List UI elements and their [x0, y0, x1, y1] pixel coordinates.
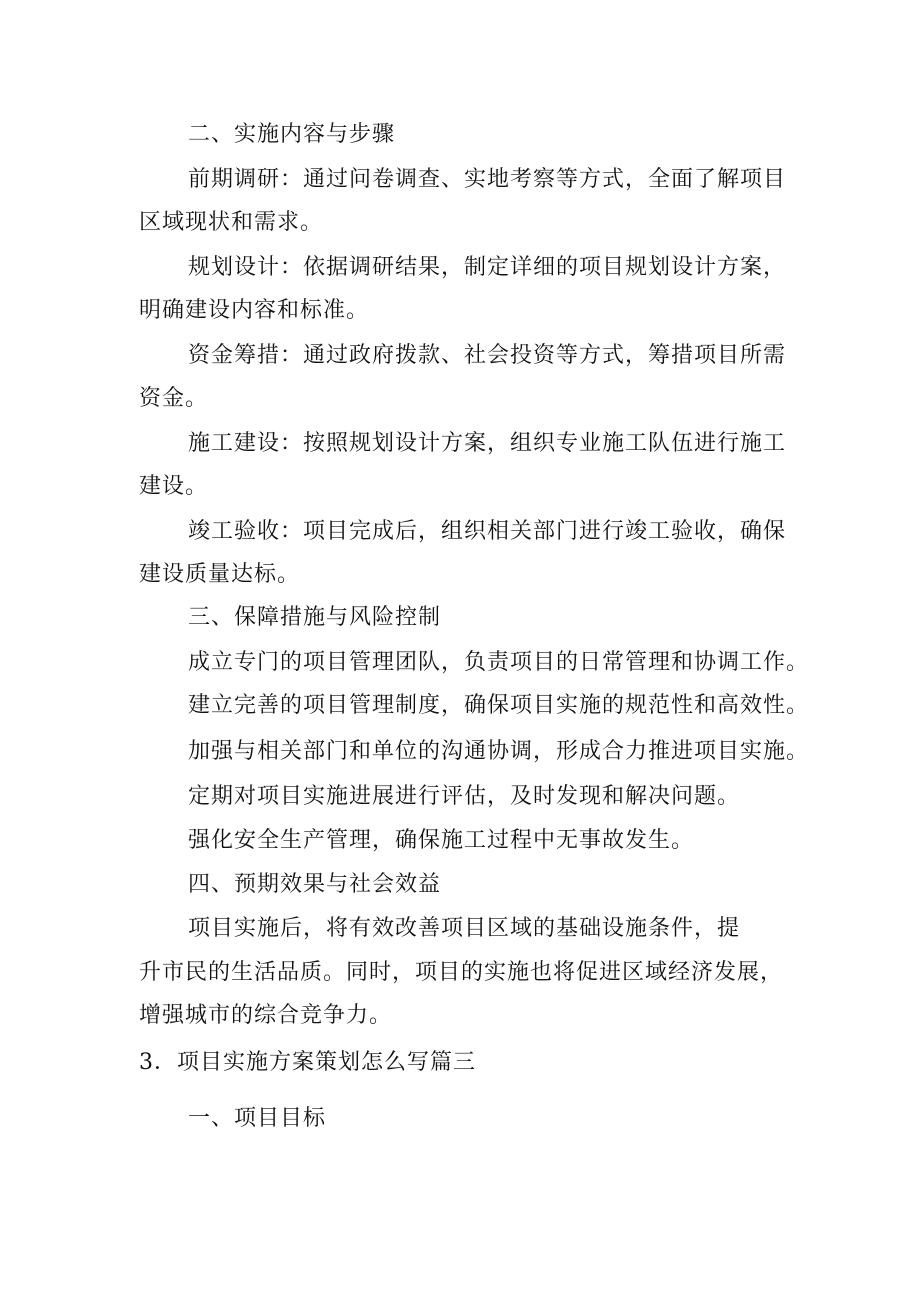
next-section-heading: 一、项目目标: [188, 1106, 327, 1131]
section-heading-2: 二、实施内容与步骤: [188, 122, 396, 147]
paragraph-line: 竣工验收：项目完成后，组织相关部门进行竣工验收，确保: [188, 519, 787, 544]
paragraph-line: 升市民的生活品质。同时，项目的实施也将促进区域经济发展，: [139, 960, 784, 985]
paragraph-line: 项目实施后，将有效改善项目区域的基础设施条件，提: [188, 916, 741, 941]
paragraph-line: 前期调研：通过问卷调查、实地考察等方式，全面了解项目: [188, 167, 787, 192]
paragraph-line: 区域现状和需求。: [139, 210, 324, 235]
paragraph-line: 建立完善的项目管理制度，确保项目实施的规范性和高效性。: [188, 693, 810, 718]
paragraph-line: 建设。: [139, 474, 209, 499]
paragraph-line: 定期对项目实施进展进行评估，及时发现和解决问题。: [188, 784, 741, 809]
paragraph-line: 施工建设：按照规划设计方案，组织专业施工队伍进行施工: [188, 431, 787, 456]
paragraph-line: 增强城市的综合竞争力。: [139, 1003, 393, 1028]
paragraph-line: 资金。: [139, 386, 209, 411]
section-heading-4: 四、预期效果与社会效益: [188, 872, 442, 897]
paragraph-line: 建设质量达标。: [139, 562, 301, 587]
paragraph-line: 明确建设内容和标准。: [139, 298, 370, 323]
paragraph-line: 强化安全生产管理，确保施工过程中无事故发生。: [188, 828, 695, 853]
paragraph-line: 资金筹措：通过政府拨款、社会投资等方式，筹措项目所需: [188, 343, 787, 368]
section-heading-3: 三、保障措施与风险控制: [188, 605, 442, 630]
paragraph-line: 成立专门的项目管理团队，负责项目的日常管理和协调工作。: [188, 650, 810, 675]
article-title: 3．项目实施方案策划怎么写篇三: [139, 1050, 476, 1075]
paragraph-line: 规划设计：依据调研结果，制定详细的项目规划设计方案，: [188, 255, 787, 280]
paragraph-line: 加强与相关部门和单位的沟通协调，形成合力推进项目实施。: [188, 739, 810, 764]
